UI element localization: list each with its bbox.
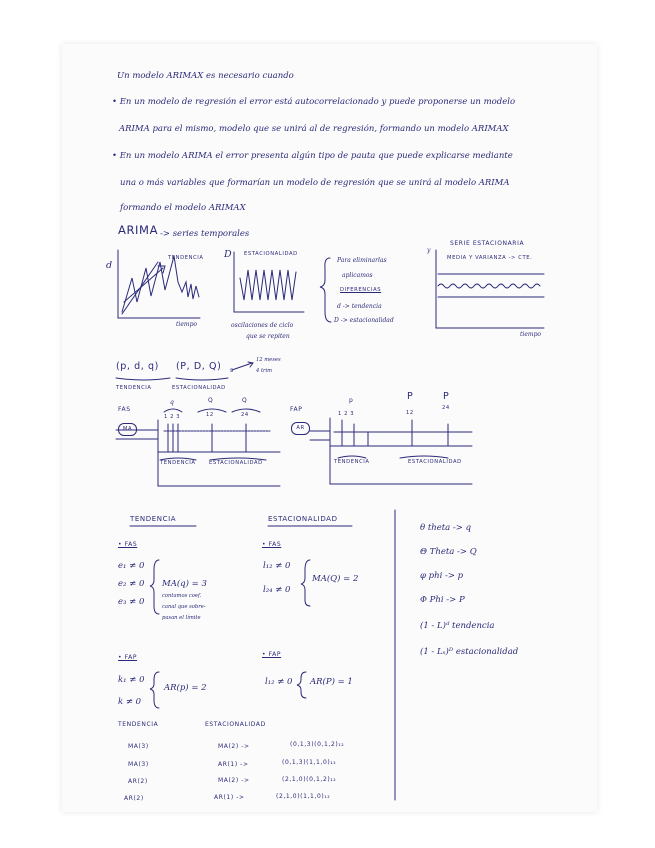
intro-bullet-1-line-2: ARIMA para el mismo, modelo que se unirá al de regresión, formando un modelo ARIMAX [119, 124, 509, 134]
contamos-line-1: contamos coef. [162, 593, 202, 599]
fas-heading-a: • FAS [118, 541, 138, 548]
l12-nonzero: l₁₂ ≠ 0 [263, 561, 291, 571]
tiempo-label-2: tiempo [520, 331, 542, 338]
serie-estacionaria-chart [436, 250, 544, 328]
contamos-line-3: pasan el límite [162, 615, 201, 621]
ar-P-value: AR(P) = 1 [310, 677, 353, 687]
e2-nonzero: e₂ ≠ 0 [118, 579, 145, 589]
fap-p: p [349, 397, 354, 404]
table-row-1-tendencia: MA(3) [128, 743, 149, 750]
table-row-3-estacionalidad: MA(2) -> [218, 777, 250, 784]
fap-estacionalidad: ESTACIONALIDAD [408, 459, 462, 465]
estacionalidad-chart-label: ESTACIONALIDAD [244, 251, 298, 257]
fap-lag-24: 24 [442, 405, 450, 411]
fap-label: FAP [290, 406, 303, 413]
intro-bullet-2-line-2: una o más variables que formarían un modelo de regresión que se unirá al modelo ARIMA [120, 178, 510, 188]
fas-heading-b: • FAS [262, 541, 282, 548]
para-eliminarlas: Para eliminarlas [337, 257, 387, 264]
fas-lag-24: 24 [241, 412, 249, 418]
PDQ-underline [176, 378, 228, 380]
fap-brace-a [150, 672, 159, 708]
symbol-Phi: Φ Phi -> P [420, 595, 465, 605]
intro-bullet-2-line-1: • En un modelo ARIMA el error presenta algún tipo de pauta que puede explicarse mediante [112, 151, 513, 161]
fas-tendencia: TENDENCIA [160, 460, 196, 466]
fap-P1: P [407, 391, 414, 402]
contamos-line-2: canal que sobre- [162, 604, 206, 610]
estacionalidad-chart [234, 252, 304, 312]
fap-tendencia: TENDENCIA [334, 459, 370, 465]
tiempo-label-1: tiempo [176, 321, 198, 328]
fas-Q1: Q [208, 397, 214, 404]
order-PDQ: (P, D, Q) [176, 361, 222, 372]
tendencia-chart-label: TENDENCIA [168, 255, 204, 261]
arima-title: ARIMA [118, 223, 159, 237]
ma-circle: MA [118, 423, 137, 436]
fap-lags: 1 2 3 [338, 411, 355, 417]
l24-nonzero: l₂₄ ≠ 0 [263, 585, 291, 595]
table-row-4-model: (2,1,0)(1,1,0)₁₂ [276, 793, 331, 800]
orders-tendencia: TENDENCIA [116, 385, 152, 391]
table-row-1-model: (0,1,3)(0,1,2)₁₂ [290, 741, 345, 748]
lag-estacionalidad: (1 - Lₛ)ᴰ estacionalidad [420, 647, 519, 657]
orders-estacionalidad: ESTACIONALIDAD [172, 385, 226, 391]
symbol-phi: φ phi -> p [420, 571, 464, 581]
table-row-2-model: (0,1,3)(1,1,0)₁₂ [282, 759, 337, 766]
axis-d-label: d [106, 260, 113, 271]
ma-Q-value: MA(Q) = 2 [312, 574, 359, 584]
fas-brace-a [150, 560, 159, 614]
doce-meses: 12 meses [256, 357, 281, 363]
aplicamos: aplicamos [342, 272, 373, 279]
table-row-2-tendencia: MA(3) [128, 761, 149, 768]
axis-D-label: D [224, 249, 232, 260]
fap-lag-12: 12 [406, 410, 414, 416]
fas-estacionalidad: ESTACIONALIDAD [209, 460, 263, 466]
fas-chart [116, 406, 280, 486]
ar-circle: AR [291, 422, 310, 435]
table-header-estacionalidad: ESTACIONALIDAD [205, 721, 266, 728]
cuatro-trim: 4 trim [256, 368, 273, 374]
fas-label: FAS [118, 406, 131, 413]
fap-chart [310, 418, 472, 484]
rules-tendencia-header: TENDENCIA [130, 515, 177, 523]
order-pdq: (p, d, q) [116, 361, 159, 372]
table-header-tendencia: TENDENCIA [118, 721, 159, 728]
fap-heading-b: • FAP [262, 651, 282, 658]
table-row-4-estacionalidad: AR(1) -> [214, 794, 245, 801]
fas-Q2: Q [242, 397, 248, 404]
intro-title: Un modelo ARIMAX es necesario cuando [117, 71, 294, 81]
oscilaciones-line-2: que se repiten [246, 333, 290, 340]
l12-fap-nonzero: l₁₂ ≠ 0 [265, 677, 293, 687]
pdq-underline [116, 378, 170, 380]
ma-q-value: MA(q) = 3 [162, 579, 207, 589]
symbol-Theta: Θ Theta -> Q [420, 547, 477, 557]
D-estacionalidad: D -> estacionalidad [334, 317, 394, 324]
table-row-1-estacionalidad: MA(2) -> [218, 743, 250, 750]
rules-estacionalidad-header: ESTACIONALIDAD [268, 515, 338, 523]
fas-lags: 1 2 3 [164, 414, 181, 420]
intro-bullet-2-line-3: formando el modelo ARIMAX [120, 203, 246, 213]
fas-lag-12: 12 [206, 412, 214, 418]
e3-nonzero: e₃ ≠ 0 [118, 597, 145, 607]
symbol-theta: θ theta -> q [420, 523, 472, 533]
oscilaciones-line-1: oscilaciones de ciclo [231, 322, 294, 329]
diferencias: DIFERENCIAS [340, 287, 382, 293]
table-row-4-tendencia: AR(2) [124, 795, 144, 802]
arima-subtitle: -> series temporales [160, 229, 250, 239]
intro-bullet-1-line-1: • En un modelo de regresión el error está autocorrelacionado y puede proponerse un modelo [112, 97, 516, 107]
fap-heading-a: • FAP [118, 654, 138, 661]
k1-nonzero: k₁ ≠ 0 [118, 675, 145, 685]
media-varianza-label: MEDIA Y VARIANZA -> CTE. [447, 255, 533, 261]
s-arrow [232, 362, 253, 370]
serie-estacionaria-label: SERIE ESTACIONARIA [450, 240, 525, 247]
ar-p-value: AR(p) = 2 [164, 683, 207, 693]
axis-y-label: y [427, 247, 431, 254]
e1-nonzero: e₁ ≠ 0 [118, 561, 145, 571]
k2-nonzero: k ≠ 0 [118, 697, 142, 707]
fap-brace-b [297, 672, 306, 698]
lag-tendencia: (1 - L)ᵈ tendencia [420, 621, 495, 631]
diferencias-brace [320, 258, 331, 322]
seasonal-s: s [230, 367, 234, 374]
table-row-2-estacionalidad: AR(1) -> [218, 761, 249, 768]
table-row-3-model: (2,1,0)(0,1,2)₁₂ [282, 776, 337, 783]
fas-q: q [170, 399, 174, 406]
d-tendencia: d -> tendencia [337, 303, 382, 310]
fap-P2: P [443, 391, 450, 402]
fas-brace-b [301, 560, 310, 606]
table-row-3-tendencia: AR(2) [128, 778, 148, 785]
